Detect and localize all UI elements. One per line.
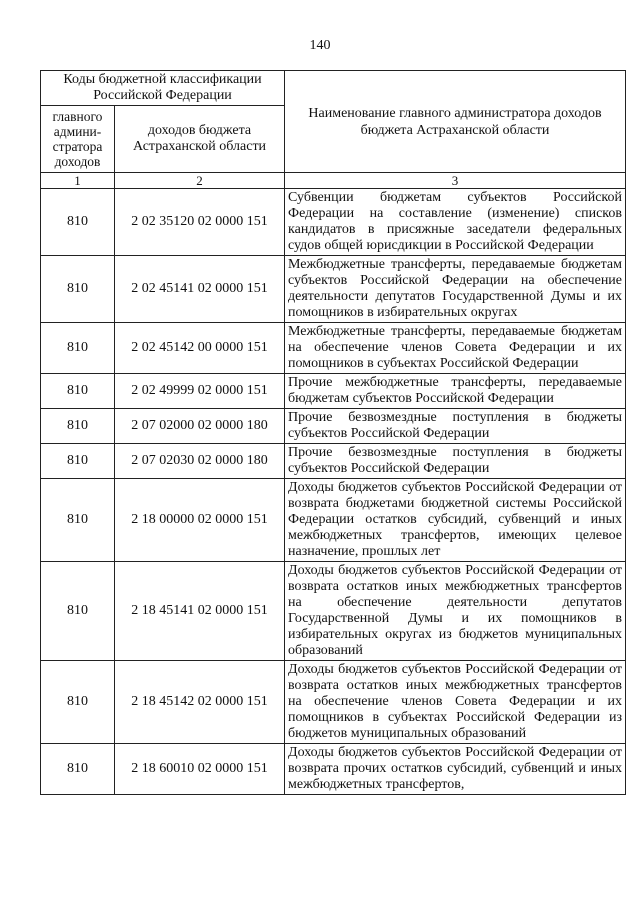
admin-code-cell: 810 [41,323,115,374]
table-row [41,374,626,409]
admin-code-cell: 810 [41,409,115,444]
revenue-code-cell: 2 02 45142 00 0000 151 [115,323,285,374]
table-body [41,189,626,795]
budget-classification-table [40,70,626,795]
revenue-name-cell: Прочие безвозмездные поступления в бюджеты субъектов Российской Федерации [285,409,626,444]
table-row [41,189,626,256]
revenue-name-cell: Субвенции бюджетам субъектов Российской Федерации на составление (изменение) списков кандидатов в присяжные заседатели федеральных судов общей юрисдикции в Российской Федерации [285,189,626,256]
revenue-code-cell: 2 07 02030 02 0000 180 [115,444,285,479]
header-main-administrator: главного админи-стратора доходов [41,106,115,173]
revenue-name-cell: Доходы бюджетов субъектов Российской Федерации от возврата бюджетами бюджетной системы Российской Федерации остатков субсидий, субвенций и иных межбюджетных трансфертов, имеющих целевое назначение, прошлых лет [285,479,626,562]
revenue-code-cell: 2 02 35120 02 0000 151 [115,189,285,256]
table-row [41,323,626,374]
admin-code-cell: 810 [41,189,115,256]
admin-code-cell: 810 [41,479,115,562]
admin-code-cell: 810 [41,744,115,795]
admin-code-cell: 810 [41,562,115,661]
revenue-name-cell: Межбюджетные трансферты, передаваемые бюджетам на обеспечение членов Совета Федерации и их помощников в субъектах Российской Федерации [285,323,626,374]
table-row [41,444,626,479]
header-administrator-name: Наименование главного администратора доходов бюджета Астраханской области [285,71,626,173]
table-row [41,256,626,323]
admin-code-cell: 810 [41,256,115,323]
revenue-code-cell: 2 07 02000 02 0000 180 [115,409,285,444]
revenue-code-cell: 2 18 60010 02 0000 151 [115,744,285,795]
table-row [41,479,626,562]
column-number: 1 [41,173,115,189]
revenue-name-cell: Доходы бюджетов субъектов Российской Федерации от возврата остатков иных межбюджетных трансфертов на обеспечение деятельности депутатов Государственной Думы и их помощников в избирательных округах из бюджетов муниципальных образований [285,562,626,661]
revenue-name-cell: Доходы бюджетов субъектов Российской Федерации от возврата прочих остатков субсидий, субвенций и иных межбюджетных трансфертов, [285,744,626,795]
column-number-row [41,173,626,189]
revenue-code-cell: 2 18 00000 02 0000 151 [115,479,285,562]
table-row [41,409,626,444]
table-header-row [41,71,626,106]
revenue-code-cell: 2 18 45141 02 0000 151 [115,562,285,661]
header-budget-codes: Коды бюджетной классификации Российской Федерации [41,71,285,106]
revenue-code-cell: 2 02 45141 02 0000 151 [115,256,285,323]
admin-code-cell: 810 [41,444,115,479]
revenue-code-cell: 2 18 45142 02 0000 151 [115,661,285,744]
column-number: 3 [285,173,626,189]
header-regional-revenues: доходов бюджета Астраханской области [115,106,285,173]
table-row [41,562,626,661]
revenue-code-cell: 2 02 49999 02 0000 151 [115,374,285,409]
revenue-name-cell: Прочие безвозмездные поступления в бюджеты субъектов Российской Федерации [285,444,626,479]
column-number: 2 [115,173,285,189]
admin-code-cell: 810 [41,661,115,744]
table-row [41,744,626,795]
revenue-name-cell: Прочие межбюджетные трансферты, передаваемые бюджетам субъектов Российской Федерации [285,374,626,409]
revenue-name-cell: Межбюджетные трансферты, передаваемые бюджетам субъектов Российской Федерации на обеспечение деятельности депутатов Государственной Думы и их помощников в избирательных округах [285,256,626,323]
revenue-name-cell: Доходы бюджетов субъектов Российской Федерации от возврата остатков иных межбюджетных трансфертов на обеспечение членов Совета Федерации и их помощников в субъектах Российской Федерации из бюджетов муниципальных образований [285,661,626,744]
page-number: 140 [309,38,331,53]
table-row [41,661,626,744]
admin-code-cell: 810 [41,374,115,409]
